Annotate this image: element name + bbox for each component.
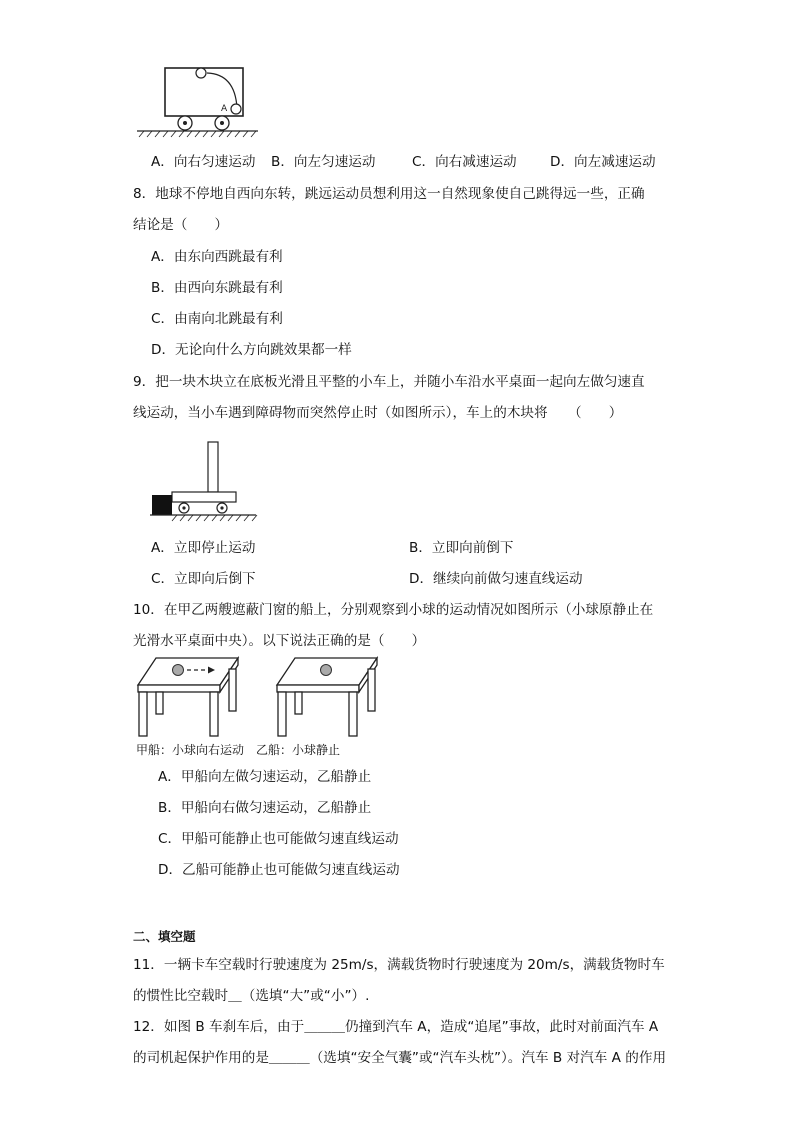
q10-option-b: B．甲船向右做匀速运动，乙船静止 bbox=[158, 800, 372, 816]
q7-label-a: A bbox=[221, 104, 228, 114]
q9-stem-line2: 线运动，当小车遇到障碍物而突然停止时（如图所示），车上的木块将 （ ） bbox=[133, 405, 623, 421]
q10-stem-line1: 10．在甲乙两艘遮蔽门窗的船上，分别观察到小球的运动情况如图所示（小球原静止在 bbox=[133, 602, 654, 618]
q11-stem-line2: 的惯性比空载时＿（选填“大”或“小”）. bbox=[133, 988, 370, 1004]
q10-table-b-figure bbox=[273, 655, 379, 739]
q7-option-d: D．向左减速运动 bbox=[550, 154, 656, 170]
q8-option-d: D．无论向什么方向跳效果都一样 bbox=[151, 342, 352, 358]
q9-option-b: B．立即向前倒下 bbox=[409, 540, 514, 556]
q7-cart-figure bbox=[135, 60, 260, 140]
q10-stem-line2: 光滑水平桌面中央）。以下说法正确的是（ ） bbox=[133, 633, 426, 649]
q7-option-c: C．向右减速运动 bbox=[412, 154, 517, 170]
q8-stem-line2: 结论是（ ） bbox=[133, 217, 229, 233]
q10-option-d: D．乙船可能静止也可能做匀速直线运动 bbox=[158, 862, 400, 878]
q7-option-b: B．向左匀速运动 bbox=[271, 154, 376, 170]
q8-stem-line1: 8．地球不停地自西向东转，跳远运动员想利用这一自然现象使自己跳得远一些，正确 bbox=[133, 186, 645, 202]
q12-stem-line2: 的司机起保护作用的是＿＿＿（选填“安全气囊”或“汽车头枕”）。汽车 B 对汽车 A 的作用 bbox=[133, 1050, 667, 1066]
q11-stem-line1: 11．一辆卡车空载时行驶速度为 25m/s，满载货物时行驶速度为 20m/s，满载货物时车 bbox=[133, 957, 665, 973]
q10-option-c: C．甲船可能静止也可能做匀速直线运动 bbox=[158, 831, 399, 847]
q9-option-d: D．继续向前做匀速直线运动 bbox=[409, 571, 583, 587]
q8-option-c: C．由南向北跳最有利 bbox=[151, 311, 283, 327]
q9-option-a: A．立即停止运动 bbox=[151, 540, 256, 556]
q10-figure-caption: 甲船：小球向右运动 乙船：小球静止 bbox=[136, 743, 341, 757]
q10-option-a: A．甲船向左做匀速运动，乙船静止 bbox=[158, 769, 372, 785]
q12-stem-line1: 12．如图 B 车刹车后，由于＿＿＿仍撞到汽车 A，造成“追尾”事故，此时对前面汽车 A bbox=[133, 1019, 659, 1035]
q9-cart-block-figure bbox=[148, 438, 260, 522]
q8-option-b: B．由西向东跳最有利 bbox=[151, 280, 283, 296]
q9-option-c: C．立即向后倒下 bbox=[151, 571, 256, 587]
q8-option-a: A．由东向西跳最有利 bbox=[151, 249, 283, 265]
q10-table-a-figure bbox=[134, 655, 240, 739]
section-title-fill-in: 二、填空题 bbox=[133, 929, 196, 944]
q9-stem-line1: 9．把一块木块立在底板光滑且平整的小车上，并随小车沿水平桌面一起向左做匀速直 bbox=[133, 374, 645, 390]
q7-option-a: A．向右匀速运动 bbox=[151, 154, 256, 170]
